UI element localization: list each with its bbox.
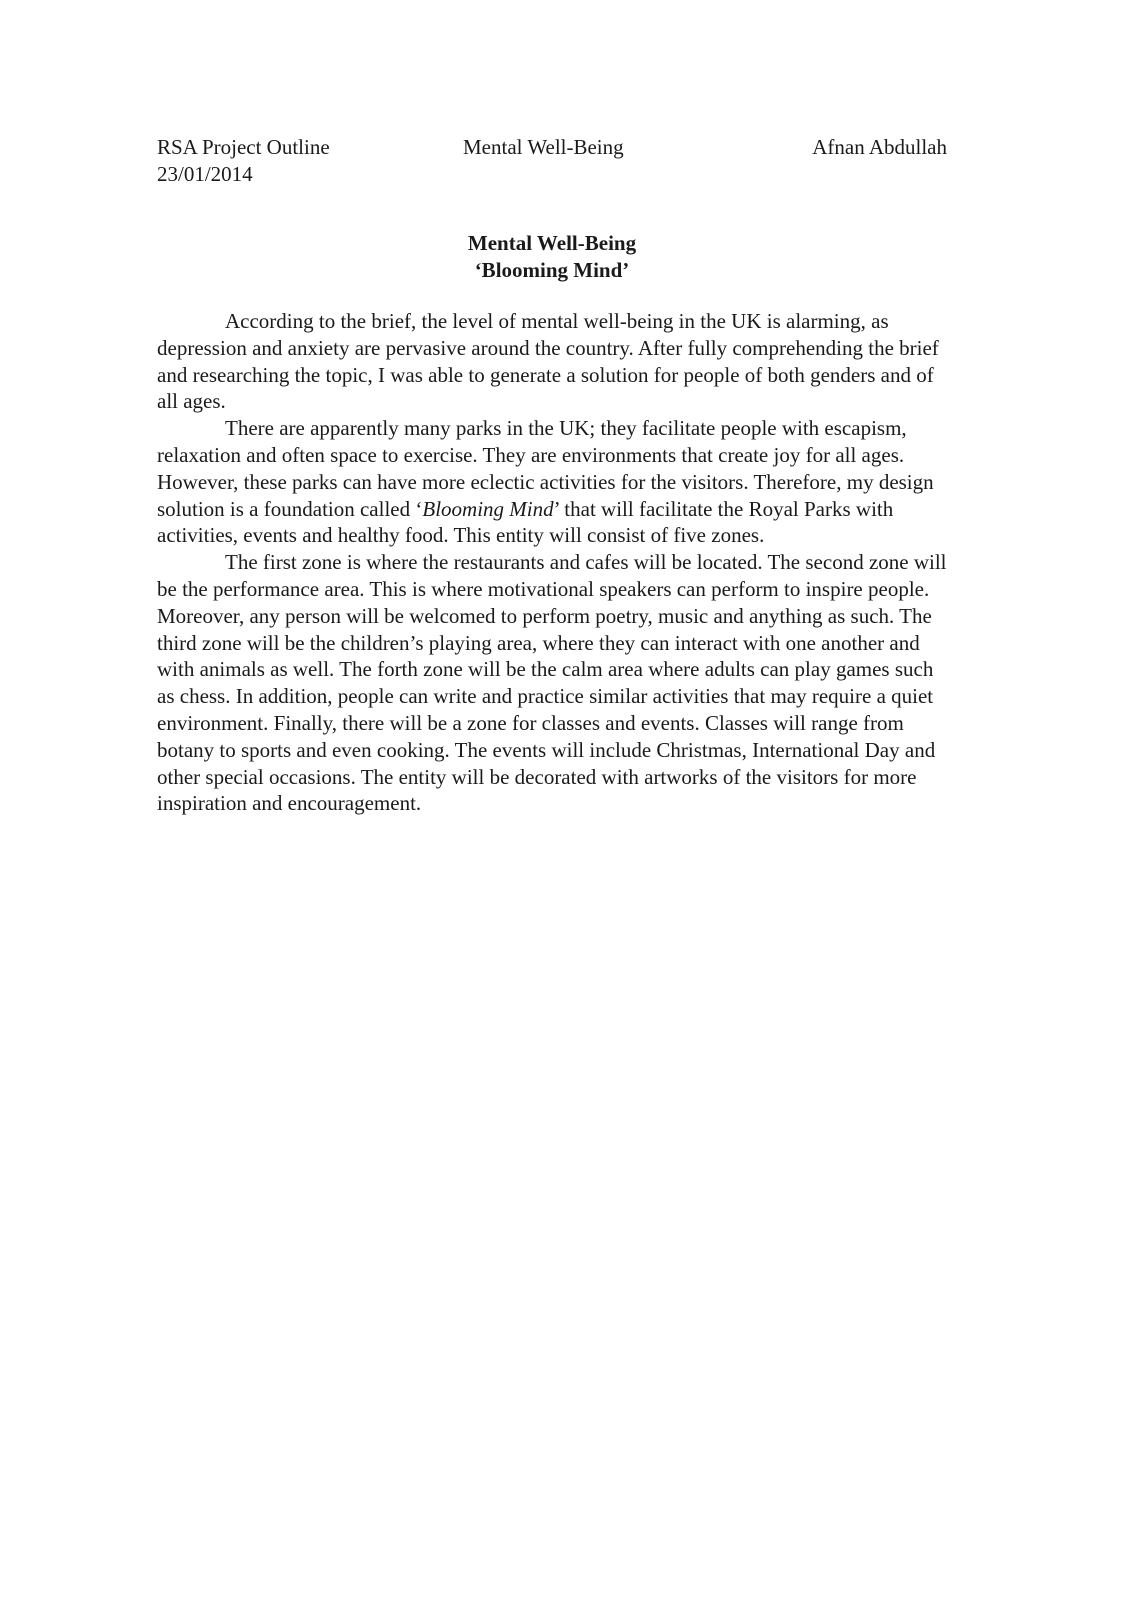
paragraph-2-italic-name: Blooming Mind — [422, 496, 554, 521]
header-topic-label: Mental Well-Being — [463, 135, 624, 159]
title-subtitle: ‘Blooming Mind’ — [474, 258, 630, 282]
document-header — [157, 134, 947, 161]
header-date: 23/01/2014 — [157, 162, 253, 186]
title-main: Mental Well-Being — [467, 231, 637, 255]
paragraph-2-text-start: There are apparently many parks in the UK; they facilitate people with escapism, relaxation and often space to exercise. They are environments that create joy for all ages. However, these parks can have more eclectic activities for the visitors. Therefore, my design solution is a foundation called ‘ — [157, 416, 934, 521]
document-title — [157, 230, 947, 284]
document-page — [157, 134, 947, 817]
paragraph-2-text-end: ’ that will facilitate the Royal Parks with activities, events and healthy food. This entity will consist of five zones. — [157, 496, 894, 548]
header-project-label: RSA Project Outline — [157, 135, 330, 159]
body-paragraph-1: According to the brief, the level of mental well-being in the UK is alarming, as depression and anxiety are pervasive around the country. After fully comprehending the brief and researching the topic, I was able to generate a solution for people of both genders and of all ages. — [157, 309, 939, 414]
header-author-name: Afnan Abdullah — [812, 135, 947, 159]
body-paragraph-2 — [157, 415, 947, 549]
body-paragraph-3: The first zone is where the restaurants and cafes will be located. The second zone will be the performance area. This is where motivational speakers can perform to inspire people. Moreover, any person will be welcomed to perform poetry, music and anything as such. The third zone will be the children’s playing area, where they can interact with one another and with animals as well. The forth zone will be the calm area where adults can play games such as chess. In addition, people can write and practice similar activities that may require a quiet environment. Finally, there will be a zone for classes and events. Classes will range from botany to sports and even cooking. The events will include Christmas, International Day and other special occasions. The entity will be decorated with artworks of the visitors for more inspiration and encouragement. — [157, 550, 947, 816]
document-body — [157, 308, 947, 817]
